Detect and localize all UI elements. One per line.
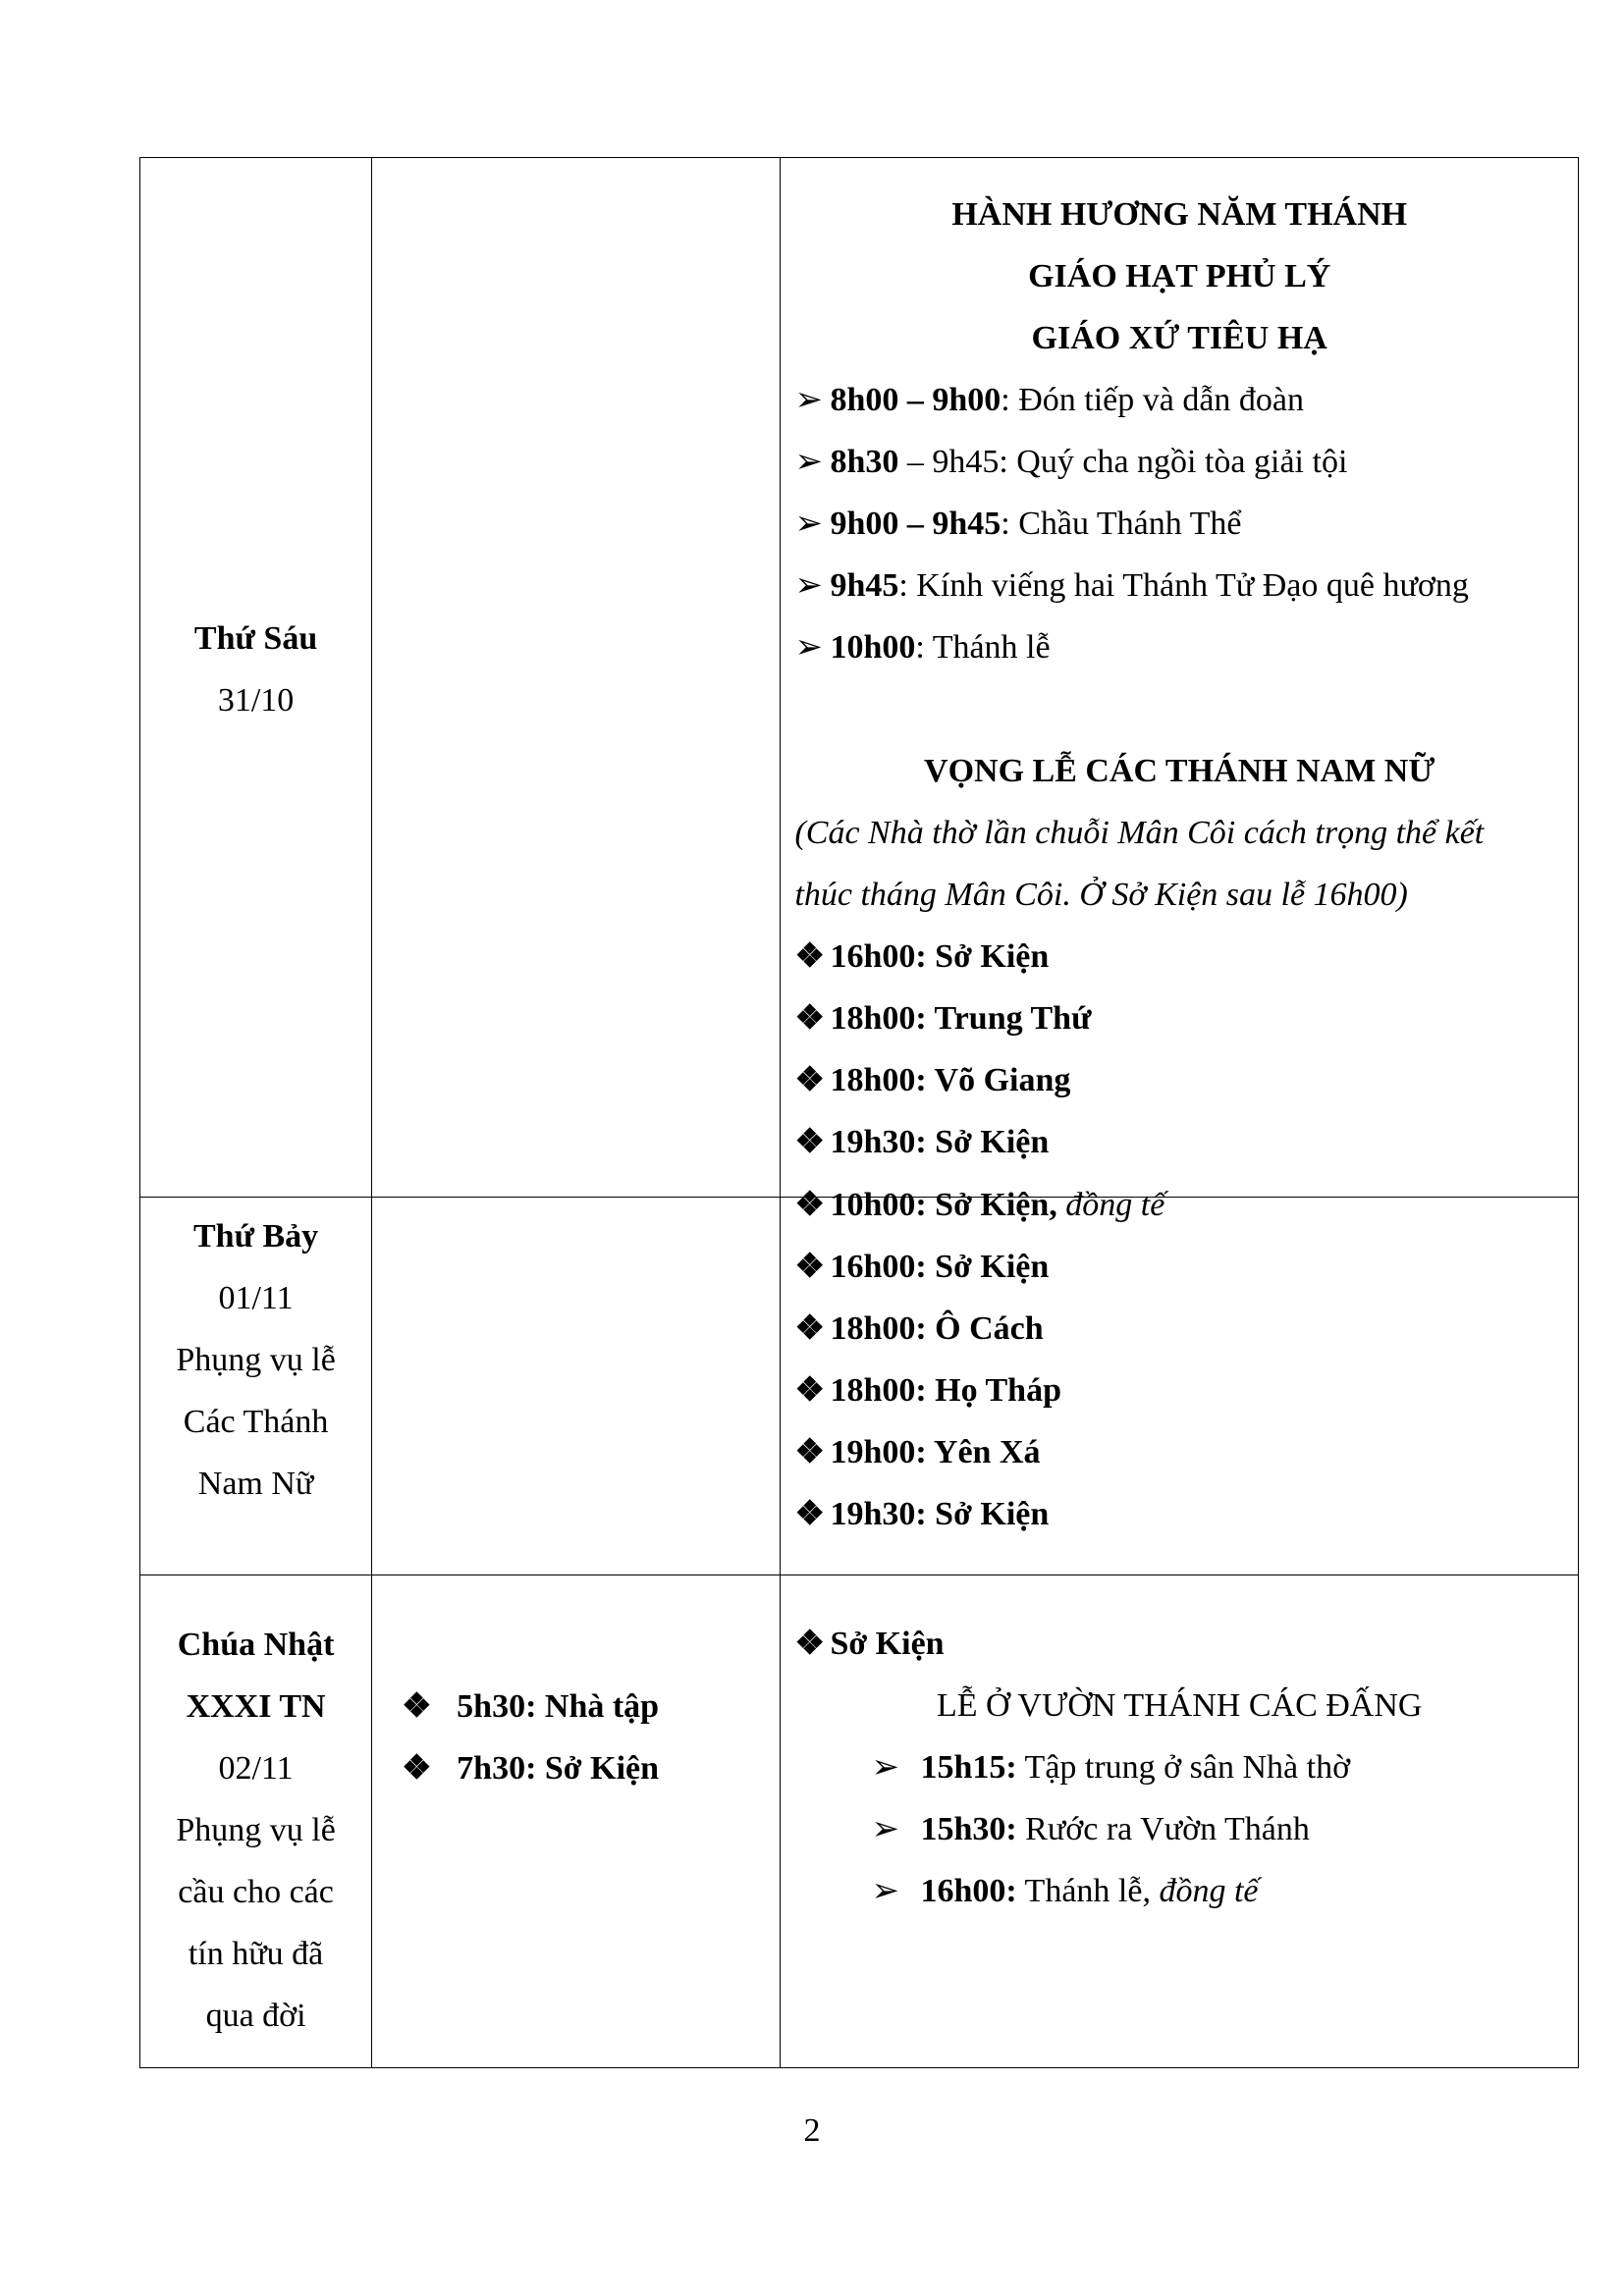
table-row [140,1575,1579,2068]
day-label: XXXI TN [186,1688,326,1725]
diamond-bullet-icon: ❖ [794,938,825,975]
diamond-bullet-icon: ❖ [794,1372,825,1409]
vigil-note: (Các Nhà thờ lần chuỗi Mân Côi cách trọng thể kết [794,815,1485,851]
list-item: ❖ 19h30: Sở Kiện [781,1483,1578,1545]
events-cell [781,1187,1579,1575]
day-label: Thứ Sáu [193,620,318,657]
vigil-note: thúc tháng Mân Côi. Ở Sở Kiện sau lễ 16h00) [794,877,1408,913]
date-label: 02/11 [218,1750,294,1787]
place-label: ❖ Sở Kiện [781,1613,1578,1675]
list-item: ➢ 9h45: Kính viếng hai Thánh Tử Đạo quê hương [781,555,1578,616]
date-label: 31/10 [217,682,295,719]
day-label: Thứ Bảy [192,1218,319,1255]
arrow-bullet-icon: ➢ [794,506,823,542]
morning-cell [372,1575,781,2068]
list-item: ❖ 18h00: Võ Giang [781,1049,1578,1111]
feast-line: cầu cho các [178,1874,334,1910]
list-item: ❖ 18h00: Ô Cách [781,1298,1578,1360]
page-number: 2 [803,2112,821,2149]
morning-cell [372,158,781,1198]
events-cell [781,1575,1579,2068]
arrow-bullet-icon: ➢ [794,629,823,666]
list-item: ❖ 16h00: Sở Kiện [781,926,1578,988]
title-line: GIÁO HẠT PHỦ LÝ [1028,258,1331,294]
title-line: HÀNH HƯƠNG NĂM THÁNH [951,196,1408,233]
list-item: ➢ 15h15: Tập trung ở sân Nhà thờ [781,1736,1578,1798]
list-item: ➢ 10h00: Thánh lễ [781,616,1578,678]
vigil-title: VỌNG LỄ CÁC THÁNH NAM NỮ [924,753,1435,789]
diamond-bullet-icon: ❖ [794,1124,825,1160]
arrow-bullet-icon: ➢ [871,1749,899,1786]
feast-line: Phụng vụ lễ [176,1812,336,1848]
list-item: ❖ 5h30: Nhà tập [372,1676,780,1737]
diamond-bullet-icon: ❖ [794,1496,825,1532]
diamond-bullet-icon: ❖ [794,1187,825,1223]
list-item: ➢ 8h30 – 9h45: Quý cha ngồi tòa giải tội [781,431,1578,493]
feast-line: tín hữu đã [188,1936,324,1972]
schedule-table [139,157,1579,2068]
feast-line: Phụng vụ lễ [176,1342,336,1378]
list-item: ❖ 19h00: Yên Xá [781,1421,1578,1483]
feast-line: qua đời [205,1998,306,2034]
list-item: ➢ 9h00 – 9h45: Chầu Thánh Thể [781,493,1578,555]
list-item: ❖ 7h30: Sở Kiện [372,1737,780,1799]
event-title: LỄ Ở VƯỜN THÁNH CÁC ĐẤNG [936,1687,1423,1724]
list-item: ❖ 18h00: Họ Tháp [781,1360,1578,1421]
list-item: ❖ 19h30: Sở Kiện [781,1111,1578,1173]
list-item: ➢ 8h00 – 9h00: Đón tiếp và dẫn đoàn [781,369,1578,431]
day-cell [140,1575,372,2068]
arrow-bullet-icon: ➢ [794,567,823,604]
title-line: GIÁO XỨ TIÊU HẠ [1031,320,1327,356]
list-item: ❖ 10h00: Sở Kiện, đồng tế [781,1174,1578,1236]
feast-line: Nam Nữ [197,1466,314,1502]
diamond-bullet-icon: ❖ [794,1062,825,1098]
arrow-bullet-icon: ➢ [871,1873,899,1909]
table-row [140,158,1579,1198]
list-item: ➢ 16h00: Thánh lễ, đồng tế [781,1860,1578,1922]
day-cell [140,1198,372,1575]
morning-cell [372,1198,781,1575]
diamond-bullet-icon: ❖ [794,1249,825,1285]
arrow-bullet-icon: ➢ [794,444,823,480]
date-label: 01/11 [218,1280,294,1316]
day-cell [140,158,372,1198]
feast-line: Các Thánh [183,1404,329,1440]
diamond-bullet-icon: ❖ [402,1688,432,1725]
arrow-bullet-icon: ➢ [871,1811,899,1847]
diamond-bullet-icon: ❖ [794,1310,825,1347]
arrow-bullet-icon: ➢ [794,382,823,418]
diamond-bullet-icon: ❖ [794,1626,825,1662]
list-item: ❖ 18h00: Trung Thứ [781,988,1578,1049]
diamond-bullet-icon: ❖ [794,1000,825,1037]
diamond-bullet-icon: ❖ [794,1434,825,1470]
list-item: ❖ 16h00: Sở Kiện [781,1236,1578,1298]
list-item: ➢ 15h30: Rước ra Vườn Thánh [781,1798,1578,1860]
table-row [140,1198,1579,1575]
events-cell [781,158,1579,1198]
diamond-bullet-icon: ❖ [402,1750,432,1787]
day-label: Chúa Nhật [177,1627,335,1663]
